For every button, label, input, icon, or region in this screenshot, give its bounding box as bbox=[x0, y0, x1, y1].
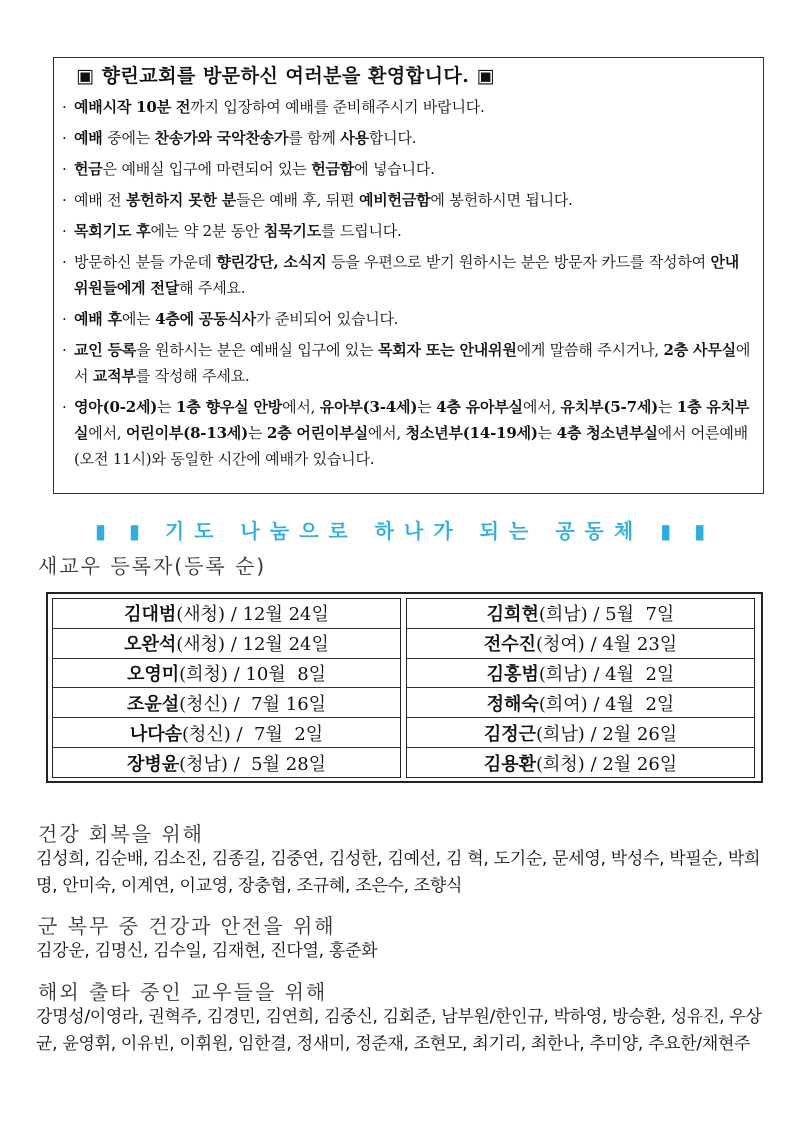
bullet-dot: · bbox=[62, 98, 67, 116]
notice-text: 는 bbox=[157, 398, 177, 416]
notice-text: 를 드립니다. bbox=[321, 222, 402, 240]
notice-emphasis: 영아(0-2세) bbox=[74, 398, 158, 416]
member-group: (새청) bbox=[176, 604, 226, 626]
member-name: 오영미 bbox=[126, 663, 180, 685]
notice-text: 에게 말씀해 주시거나, bbox=[516, 341, 664, 359]
prayer-names-health: 김성희, 김순배, 김소진, 김종길, 김중연, 김성한, 김예선, 김 혁, 도기순, 문세영, 박성수, 박필순, 박희명, 안미숙, 이계연, 이교영, 장충협, 조규혜, 조은수, 조향식 bbox=[36, 849, 761, 896]
notice-text: 중에는 bbox=[102, 129, 155, 147]
notice-emphasis: 향린강단, 소식지 bbox=[216, 253, 327, 271]
new-member-row bbox=[407, 748, 754, 778]
notice-text: 는 bbox=[658, 398, 677, 416]
notice-emphasis: 2층 어린이부실 bbox=[266, 424, 368, 442]
new-member-row bbox=[53, 748, 400, 778]
bullet-dot: · bbox=[62, 398, 67, 416]
member-group: (희청) bbox=[179, 663, 228, 685]
notice-text: 방문하신 분들 가운데 bbox=[74, 253, 217, 271]
notice-item bbox=[62, 337, 753, 389]
new-members-heading: 새교우 등록자(등록 순) bbox=[38, 554, 267, 578]
notice-emphasis: 유치부(5-7세) bbox=[560, 398, 659, 416]
notice-emphasis: 예배 후 bbox=[74, 310, 122, 328]
notice-text: 에 봉헌하시면 됩니다. bbox=[430, 191, 573, 209]
bullet-dot: · bbox=[62, 160, 67, 178]
notice-text: 예배 전 bbox=[74, 191, 127, 209]
member-date: / 7월 16일 bbox=[227, 693, 327, 715]
notice-emphasis: 4층에 공동식사 bbox=[155, 310, 257, 328]
member-group: (청남) bbox=[179, 753, 228, 775]
notice-emphasis: 목회기도 후 bbox=[74, 222, 151, 240]
notice-text: 는 bbox=[537, 424, 557, 442]
notice-emphasis: 봉헌하지 못한 분 bbox=[126, 191, 237, 209]
notice-emphasis: 예배시작 10분 전 bbox=[74, 98, 191, 116]
new-members-left-column bbox=[52, 598, 401, 778]
new-member-row bbox=[53, 659, 400, 689]
notice-text: 에서, bbox=[522, 398, 561, 416]
new-member-row bbox=[407, 659, 754, 689]
member-date: / 4월 23일 bbox=[584, 634, 678, 656]
member-group: (희청) bbox=[535, 753, 585, 775]
member-name: 정해숙 bbox=[486, 693, 539, 715]
notice-emphasis: 교인 등록 bbox=[74, 341, 137, 359]
new-members-table bbox=[46, 592, 763, 783]
member-group: (청여) bbox=[535, 634, 585, 656]
notice-emphasis: 교적부 bbox=[92, 367, 136, 385]
member-name: 전수진 bbox=[483, 634, 536, 656]
notice-item bbox=[62, 156, 753, 182]
notice-emphasis: 4층 청소년부실 bbox=[556, 424, 658, 442]
new-member-row bbox=[53, 718, 400, 748]
member-name: 김정근 bbox=[483, 723, 536, 745]
banner-mark-left: ▮ ▮ bbox=[94, 519, 148, 543]
new-member-row bbox=[53, 599, 400, 629]
new-member-row bbox=[53, 629, 400, 659]
member-name: 조윤설 bbox=[126, 693, 180, 715]
bullet-dot: · bbox=[62, 129, 67, 147]
member-group: (청신) bbox=[181, 723, 231, 745]
notice-emphasis: 4층 유아부실 bbox=[436, 398, 523, 416]
bullet-dot: · bbox=[62, 191, 67, 209]
notice-text: 에서, bbox=[282, 398, 320, 416]
notice-text: 을 원하시는 분은 예배실 입구에 있는 bbox=[136, 341, 378, 359]
new-members-right-column bbox=[406, 598, 755, 778]
banner-text: 기도 나눔으로 하나가 되는 공동체 bbox=[164, 519, 644, 543]
notice-text: 까지 입장하여 예배를 준비해주시기 바랍니다. bbox=[190, 98, 485, 116]
bullet-dot: · bbox=[62, 341, 67, 359]
member-date: / 12월 24일 bbox=[225, 634, 329, 656]
notice-emphasis: 청소년부(14-19세) bbox=[405, 424, 538, 442]
welcome-notice-box bbox=[53, 57, 764, 494]
notice-text: 에서 어른예배(오전 11시)와 동일한 시간에 예배가 있습니다. bbox=[74, 424, 748, 468]
notice-text: 에서, bbox=[88, 424, 127, 442]
community-banner bbox=[0, 517, 808, 545]
notice-emphasis: 2층 사무실 bbox=[663, 341, 736, 359]
notice-list bbox=[62, 94, 753, 472]
member-group: (새청) bbox=[176, 634, 226, 656]
new-member-row bbox=[407, 629, 754, 659]
member-name: 김대범 bbox=[124, 604, 177, 626]
member-name: 오완석 bbox=[124, 634, 177, 656]
notice-emphasis: 1층 유치부실 bbox=[74, 398, 750, 442]
new-member-row bbox=[407, 718, 754, 748]
new-member-row bbox=[407, 688, 754, 718]
notice-text: 은 예배실 입구에 마련되어 있는 bbox=[102, 160, 312, 178]
member-date: / 2월 26일 bbox=[584, 753, 678, 775]
bullet-dot: · bbox=[62, 310, 67, 328]
notice-text: 를 함께 bbox=[288, 129, 341, 147]
notice-emphasis: 헌금함 bbox=[311, 160, 355, 178]
notice-emphasis: 유아부(3-4세) bbox=[319, 398, 418, 416]
notice-text: 에는 bbox=[121, 310, 156, 328]
notice-emphasis: 안내위원들에게 전달 bbox=[74, 253, 740, 297]
notice-text: 해 주세요. bbox=[179, 279, 246, 297]
member-name: 김홍범 bbox=[486, 663, 539, 685]
notice-text: 등을 우편으로 받기 원하시는 분은 방문자 카드를 작성하여 bbox=[326, 253, 711, 271]
notice-emphasis: 예배 bbox=[74, 129, 103, 147]
member-name: 나다솜 bbox=[129, 723, 182, 745]
notice-item bbox=[62, 187, 753, 213]
member-date: / 4월 2일 bbox=[587, 693, 675, 715]
notice-text: 에는 약 2분 동안 bbox=[150, 222, 264, 240]
notice-emphasis: 헌금 bbox=[74, 160, 103, 178]
member-date: / 10월 8일 bbox=[227, 663, 327, 685]
member-date: / 4월 2일 bbox=[587, 663, 675, 685]
prayer-names-overseas: 강명성/이영라, 권혁주, 김경민, 김연희, 김중신, 김회준, 남부원/한인규, 박하영, 방승환, 성유진, 우상균, 윤영휘, 이유빈, 이휘원, 임한결, 정새미, 정준재, 조현모, 최기리, 최한나, 추미양, 추요한/채현주 bbox=[36, 1007, 762, 1054]
prayer-heading-overseas: 해외 출타 중인 교우들을 위해 bbox=[38, 980, 328, 1004]
notice-text: 는 bbox=[248, 424, 267, 442]
member-date: / 5월 7일 bbox=[587, 604, 675, 626]
member-date: / 5월 28일 bbox=[227, 753, 327, 775]
notice-text: 가 준비되어 있습니다. bbox=[256, 310, 399, 328]
new-member-row bbox=[53, 688, 400, 718]
notice-emphasis: 어린이부(8-13세) bbox=[126, 424, 248, 442]
welcome-title: ▣ 향린교회를 방문하신 여러분을 환영합니다. ▣ bbox=[76, 65, 495, 87]
notice-text: 에 넣습니다. bbox=[354, 160, 435, 178]
notice-text: 에서 bbox=[74, 341, 751, 385]
notice-emphasis: 침묵기도 bbox=[263, 222, 322, 240]
banner-mark-right: ▮ ▮ bbox=[660, 519, 714, 543]
notice-emphasis: 예비헌금함 bbox=[358, 191, 431, 209]
notice-emphasis: 1층 향우실 안방 bbox=[176, 398, 283, 416]
new-member-row bbox=[407, 599, 754, 629]
notice-emphasis: 목회자 또는 안내위원 bbox=[377, 341, 517, 359]
member-group: (희남) bbox=[538, 604, 588, 626]
notice-item bbox=[62, 249, 753, 301]
member-date: / 7월 2일 bbox=[230, 723, 324, 745]
notice-text: 는 bbox=[417, 398, 437, 416]
notice-text: 합니다. bbox=[368, 129, 417, 147]
notice-text: 에서, bbox=[367, 424, 406, 442]
member-name: 김희현 bbox=[486, 604, 539, 626]
member-group: (청신) bbox=[179, 693, 228, 715]
notice-item bbox=[62, 125, 753, 151]
member-date: / 2월 26일 bbox=[584, 723, 678, 745]
notice-text: 들은 예배 후, 뒤편 bbox=[236, 191, 359, 209]
member-group: (희남) bbox=[535, 723, 585, 745]
notice-item bbox=[62, 94, 753, 120]
prayer-heading-military: 군 복무 중 건강과 안전을 위해 bbox=[38, 914, 336, 938]
notice-item bbox=[62, 306, 753, 332]
member-group: (희여) bbox=[538, 693, 588, 715]
member-name: 김용환 bbox=[483, 753, 536, 775]
prayer-names-military: 김강운, 김명신, 김수일, 김재현, 진다열, 홍준화 bbox=[36, 941, 378, 961]
notice-item bbox=[62, 218, 753, 244]
member-group: (희남) bbox=[538, 663, 588, 685]
notice-emphasis: 찬송가와 국악찬송가 bbox=[154, 129, 289, 147]
bullet-dot: · bbox=[62, 222, 67, 240]
bullet-dot: · bbox=[62, 253, 67, 271]
notice-item bbox=[62, 394, 753, 472]
prayer-heading-health: 건강 회복을 위해 bbox=[38, 822, 204, 846]
notice-emphasis: 사용 bbox=[340, 129, 369, 147]
member-date: / 12월 24일 bbox=[225, 604, 329, 626]
notice-text: 를 작성해 주세요. bbox=[135, 367, 250, 385]
member-name: 장병윤 bbox=[126, 753, 180, 775]
